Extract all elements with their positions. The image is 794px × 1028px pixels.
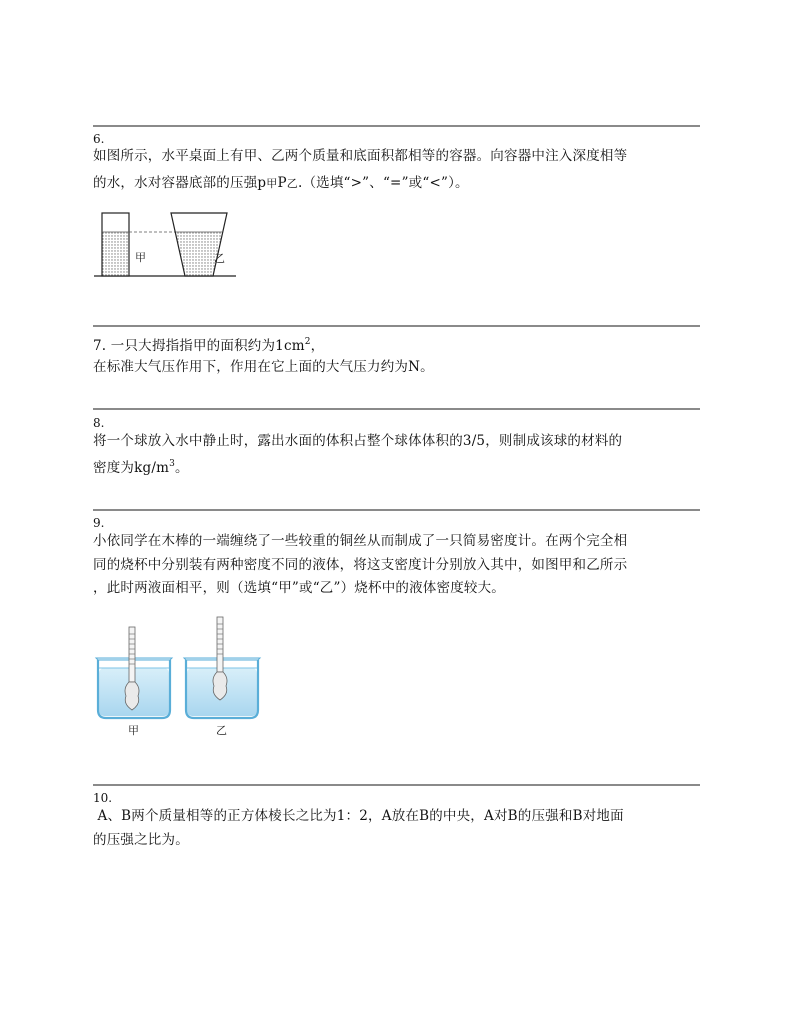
question-text: A、B两个质量相等的正方体棱长之比为1：2，A放在B的中央，A对B的压强和B对地面 bbox=[93, 808, 624, 824]
question-number: 9. bbox=[93, 516, 105, 530]
text-segment: .（选填“>”、“=”或“<”）。 bbox=[297, 175, 469, 191]
subscript: 乙 bbox=[286, 177, 298, 190]
separator-rule bbox=[93, 125, 700, 127]
water-left bbox=[102, 232, 129, 276]
hydrometer-bulb bbox=[125, 682, 139, 710]
hydrometer-stem bbox=[217, 617, 223, 672]
separator-rule bbox=[93, 784, 700, 786]
superscript: 3 bbox=[169, 459, 176, 469]
figure-label-right: 乙 bbox=[216, 724, 227, 737]
text-segment: 密度为kg/m bbox=[93, 460, 170, 476]
hydrometer-bulb bbox=[213, 672, 227, 700]
text-segment: P bbox=[277, 175, 287, 191]
figure-label-right: 乙 bbox=[214, 252, 225, 265]
question-text: 小依同学在木棒的一端缠绕了一些较重的铜丝从而制成了一只简易密度计。在两个完全相 bbox=[93, 533, 628, 549]
text-segment: ， bbox=[310, 338, 325, 354]
separator-rule bbox=[93, 408, 700, 410]
figure-label-left: 甲 bbox=[128, 724, 139, 737]
text-segment: 。 bbox=[175, 460, 189, 476]
question-number: 7. bbox=[93, 338, 107, 354]
text-segment: 一只大拇指指甲的面积约为1cm bbox=[110, 338, 305, 354]
question-text bbox=[93, 173, 469, 194]
text-segment: 的水，水对容器底部的压强p bbox=[93, 175, 267, 191]
superscript: 2 bbox=[304, 337, 311, 347]
question-number: 10. bbox=[93, 791, 113, 805]
beaker-right bbox=[184, 617, 260, 718]
hydrometer-stem bbox=[129, 627, 135, 682]
containers-figure bbox=[90, 208, 240, 280]
hydrometer-figure bbox=[92, 612, 267, 740]
beaker-left bbox=[96, 627, 172, 718]
separator-rule bbox=[93, 325, 700, 327]
question-text bbox=[93, 336, 324, 356]
question-number: 6. bbox=[93, 132, 105, 146]
question-text: 在标准大气压作用下，作用在它上面的大气压力约为N。 bbox=[93, 359, 434, 375]
question-number: 8. bbox=[93, 416, 105, 430]
question-text: 如图所示，水平桌面上有甲、乙两个质量和底面积都相等的容器。向容器中注入深度相等 bbox=[93, 148, 628, 164]
figure-label-left: 甲 bbox=[135, 251, 146, 264]
question-text: ，此时两液面相平，则（选填“甲”或“乙”）烧杯中的液体密度较大。 bbox=[93, 580, 506, 596]
subscript: 甲 bbox=[266, 177, 278, 190]
question-text: 将一个球放入水中静止时，露出水面的体积占整个球体体积的3/5，则制成该球的材料的 bbox=[93, 433, 623, 449]
question-text: 的压强之比为。 bbox=[93, 832, 189, 848]
separator-rule bbox=[93, 509, 700, 511]
question-text bbox=[93, 458, 189, 478]
question-text: 同的烧杯中分别装有两种密度不同的液体，将这支密度计分别放入其中，如图甲和乙所示 bbox=[93, 557, 628, 573]
